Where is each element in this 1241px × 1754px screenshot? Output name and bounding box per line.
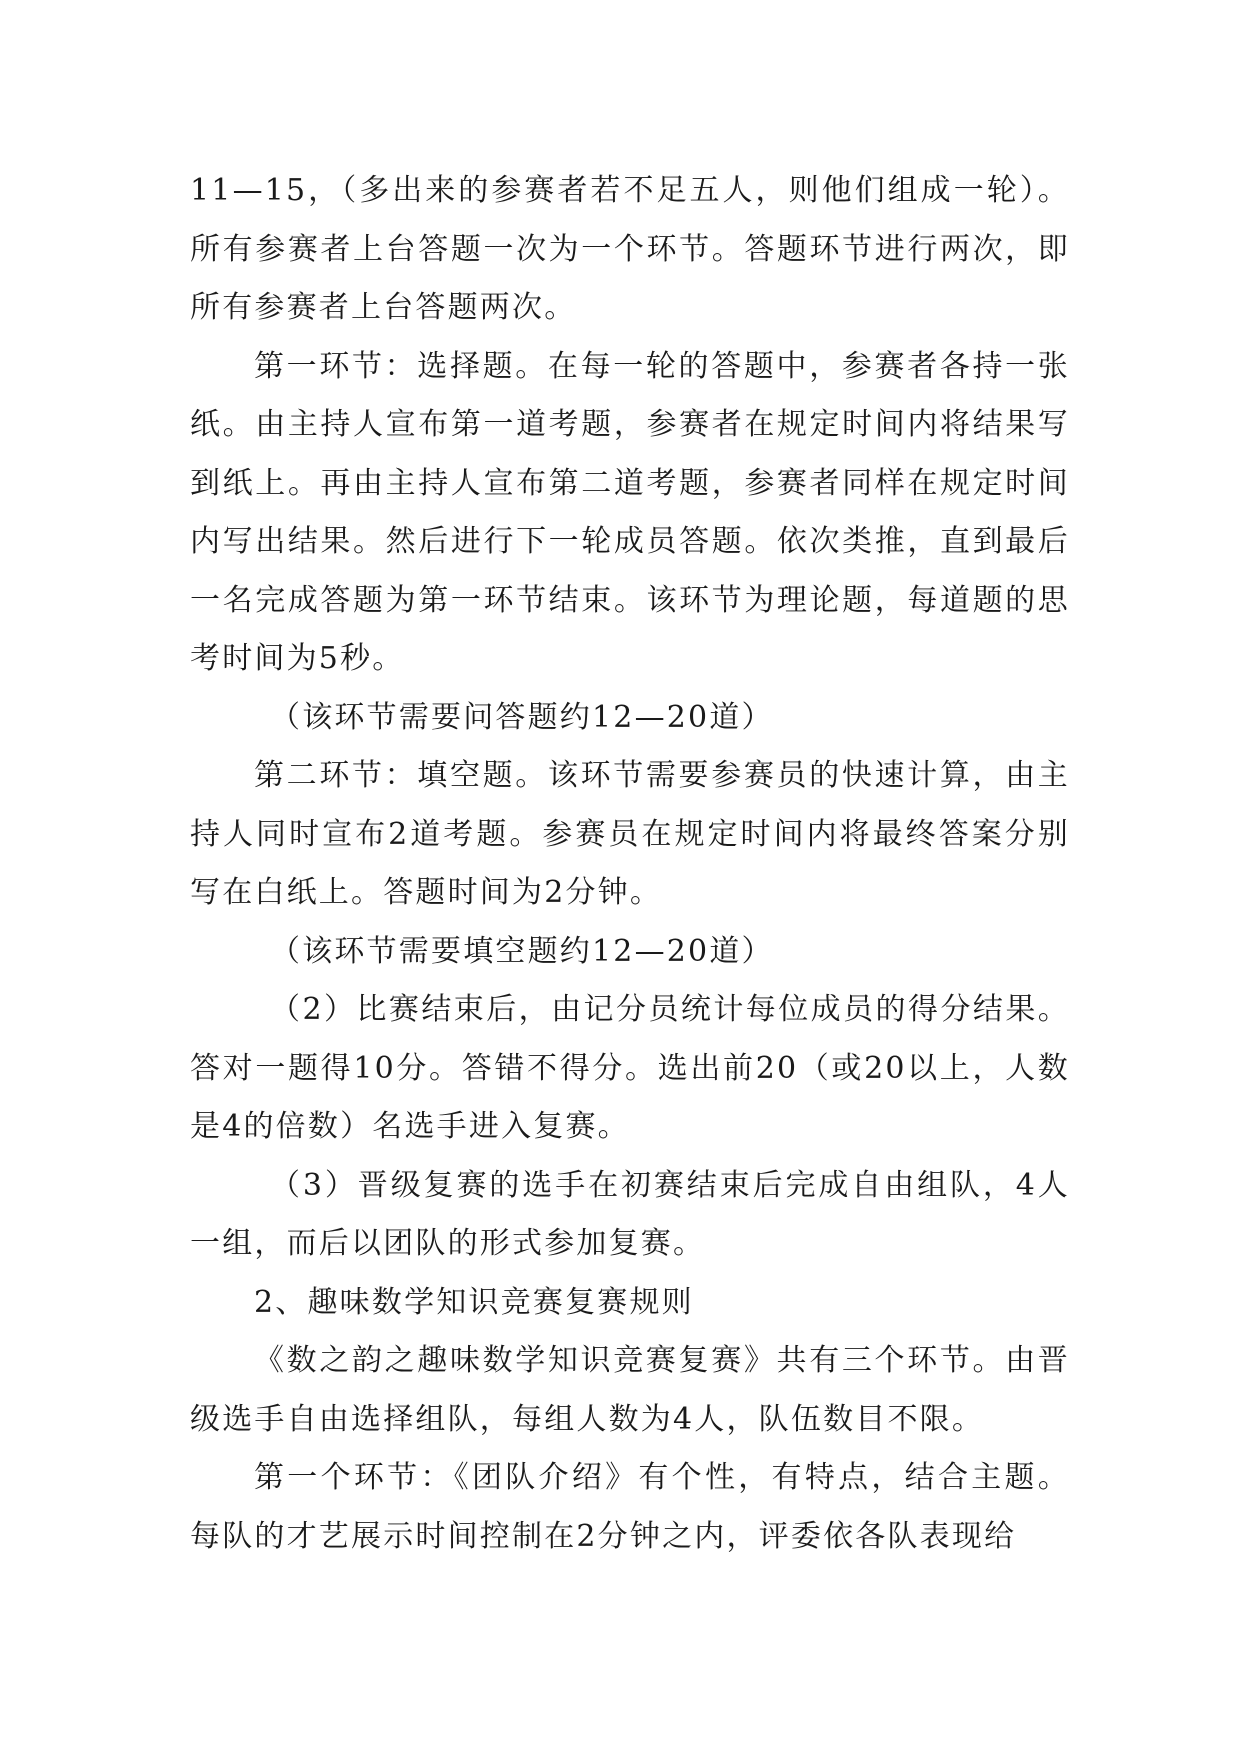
paragraph-1: 11—15，（多出来的参赛者若不足五人，则他们组成一轮）。所有参赛者上台答题一次为一个环节。答题环节进行两次，即所有参赛者上台答题两次。	[190, 173, 1070, 325]
paragraph-10: 第一个环节：《团队介绍》有个性，有特点，结合主题。每队的才艺展示时间控制在2分钟之内，评委依各队表现给	[190, 1460, 1070, 1554]
paragraph-2: 第一环节：选择题。在每一轮的答题中，参赛者各持一张纸。由主持人宣布第一道考题，参赛者在规定时间内将结果写到纸上。再由主持人宣布第二道考题，参赛者同样在规定时间内写出结果。然后进行下一轮成员答题。依次类推，直到最后一名完成答题为第一环节结束。该环节为理论题，每道题的思考时间为5秒。	[190, 348, 1070, 676]
paragraph-9: 《数之韵之趣味数学知识竞赛复赛》共有三个环节。由晋级选手自由选择组队，每组人数为4人，队伍数目不限。	[190, 1343, 1070, 1437]
section-heading: 2、趣味数学知识竞赛复赛规则	[254, 1284, 694, 1320]
document-body	[190, 162, 1070, 1566]
paragraph-4: 第二环节：填空题。该环节需要参赛员的快速计算，由主持人同时宣布2道考题。参赛员在规定时间内将最终答案分别写在白纸上。答题时间为2分钟。	[190, 758, 1070, 910]
paragraph-3: （该环节需要问答题约12—20道）	[270, 699, 774, 735]
paragraph-5: （该环节需要填空题约12—20道）	[270, 933, 774, 969]
paragraph-7: （3）晋级复赛的选手在初赛结束后完成自由组队，4人一组，而后以团队的形式参加复赛。	[190, 1167, 1070, 1261]
paragraph-6: （2）比赛结束后，由记分员统计每位成员的得分结果。答对一题得10分。答错不得分。选出前20（或20以上，人数是4的倍数）名选手进入复赛。	[190, 992, 1070, 1144]
